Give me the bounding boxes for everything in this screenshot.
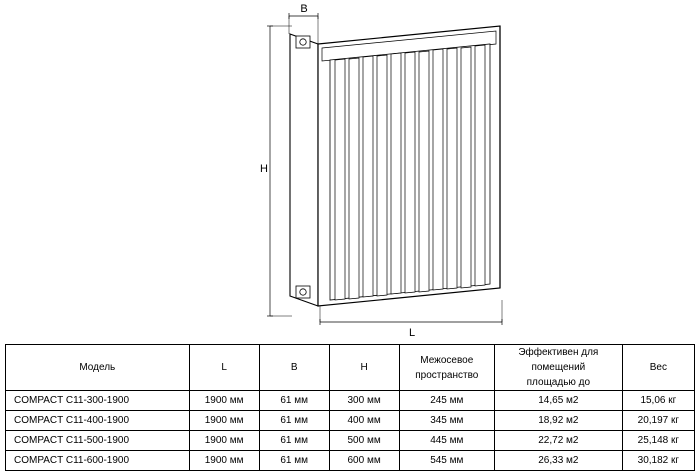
table-row: [6, 411, 695, 431]
cell-axis-spacing: 345 мм: [399, 411, 494, 431]
table-header-row: [6, 345, 695, 391]
column-header-axis-spacing-line1: Межосевое: [420, 354, 474, 366]
cell-effective-area: 18,92 м2: [495, 411, 623, 431]
dimension-label-L: L: [408, 327, 416, 339]
cell-depth: 61 мм: [259, 431, 329, 451]
table-row: [6, 451, 695, 471]
cell-height: 600 мм: [329, 451, 399, 471]
cell-depth: 61 мм: [259, 451, 329, 471]
cell-axis-spacing: 545 мм: [399, 451, 494, 471]
column-header-axis-spacing-line2: пространство: [415, 369, 479, 381]
cell-model: COMPACT C11-600-1900: [6, 451, 190, 471]
column-header-depth: [259, 345, 329, 391]
cell-axis-spacing: 245 мм: [399, 391, 494, 411]
column-header-axis-spacing: [399, 345, 494, 391]
cell-weight: 20,197 кг: [622, 411, 694, 431]
radiator-body: [290, 26, 500, 306]
column-header-effective-area-line2: площадью до: [526, 377, 591, 388]
cell-height: 400 мм: [329, 411, 399, 431]
radiator-fins: [335, 45, 485, 300]
cell-model: COMPACT C11-400-1900: [6, 411, 190, 431]
cell-effective-area: 22,72 м2: [495, 431, 623, 451]
column-header-weight-line1: Вес: [649, 362, 667, 373]
cell-axis-spacing: 445 мм: [399, 431, 494, 451]
radiator-bottom-connector: [296, 286, 310, 298]
cell-weight: 15,06 кг: [622, 391, 694, 411]
dimension-label-H: H: [260, 163, 268, 175]
column-header-length-line1: L: [221, 362, 227, 373]
column-header-length: [189, 345, 259, 391]
table-body: [6, 391, 695, 471]
cell-length: 1900 мм: [189, 451, 259, 471]
cell-depth: 61 мм: [259, 391, 329, 411]
column-header-effective-area: [495, 345, 623, 391]
dimension-height-H: [260, 26, 292, 316]
column-header-height: [329, 345, 399, 391]
dimension-length-L: [320, 300, 502, 339]
table-header: [6, 345, 695, 391]
specifications-table: [5, 344, 695, 471]
table-row: [6, 431, 695, 451]
column-header-model: [6, 345, 190, 391]
cell-height: 300 мм: [329, 391, 399, 411]
dimension-label-B: B: [300, 3, 308, 15]
column-header-height-line1: H: [360, 362, 368, 373]
cell-length: 1900 мм: [189, 411, 259, 431]
cell-effective-area: 26,33 м2: [495, 451, 623, 471]
cell-depth: 61 мм: [259, 411, 329, 431]
cell-weight: 25,148 кг: [622, 431, 694, 451]
column-header-effective-area-line1: Эффективен для помещений: [518, 347, 599, 373]
column-header-weight: [622, 345, 694, 391]
cell-model: COMPACT C11-500-1900: [6, 431, 190, 451]
cell-model: COMPACT C11-300-1900: [6, 391, 190, 411]
radiator-side-panel: [290, 34, 318, 306]
cell-length: 1900 мм: [189, 431, 259, 451]
cell-weight: 30,182 кг: [622, 451, 694, 471]
cell-length: 1900 мм: [189, 391, 259, 411]
column-header-model-line1: Модель: [79, 362, 116, 373]
column-header-depth-line1: B: [290, 362, 298, 373]
table-row: [6, 391, 695, 411]
cell-effective-area: 14,65 м2: [495, 391, 623, 411]
radiator-top-connector: [296, 36, 310, 48]
cell-height: 500 мм: [329, 431, 399, 451]
